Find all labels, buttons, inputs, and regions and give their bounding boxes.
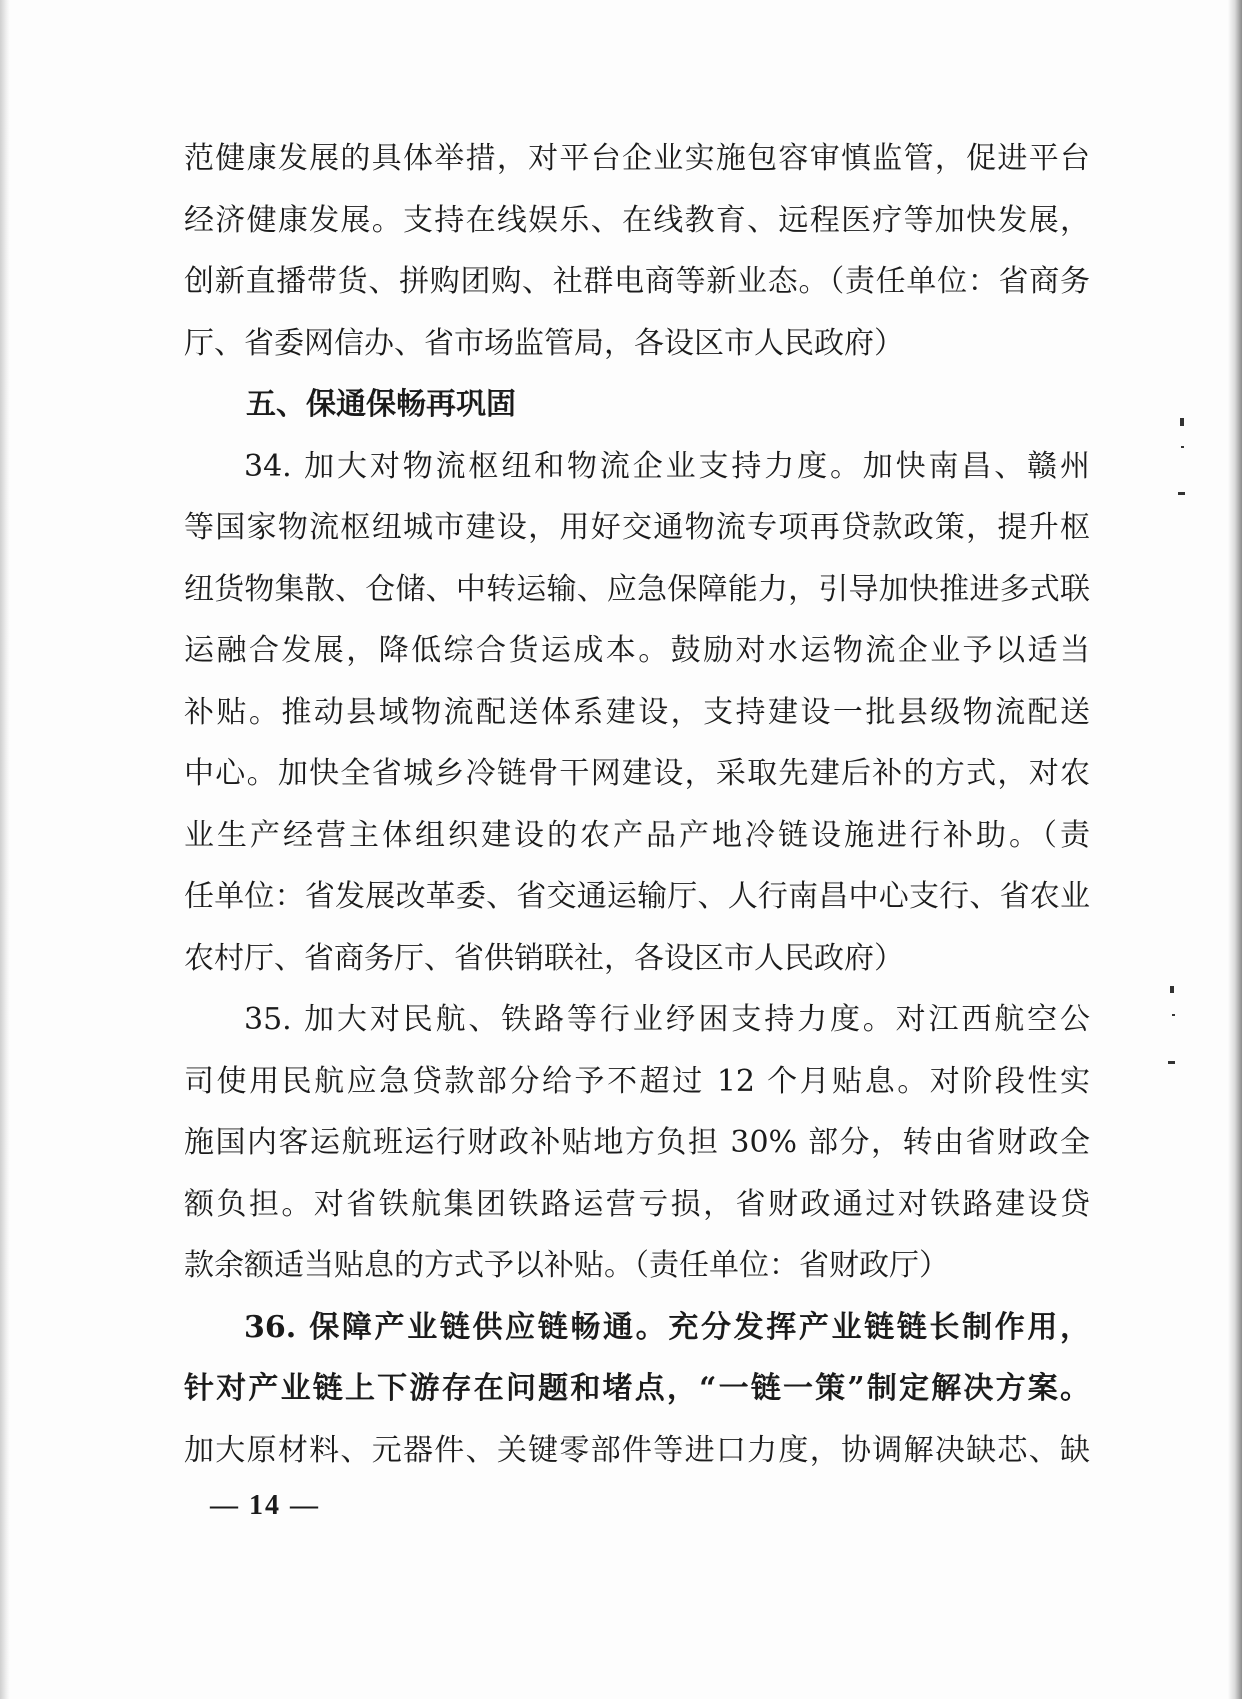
text-line: 加大原材料、元器件、关键零部件等进口力度，协调解决缺芯、缺	[184, 1432, 1090, 1468]
body-text	[184, 128, 1090, 1481]
section-heading: 五、保通保畅再巩固	[246, 387, 516, 422]
page-number: — 14 —	[210, 1490, 320, 1521]
text-line: 额负担。对省铁航集团铁路运营亏损，省财政通过对铁路建设贷	[184, 1186, 1090, 1222]
item-heading-36: 36. 保障产业链供应链畅通。充分发挥产业链链长制作用，	[244, 1309, 1090, 1345]
text-line: 任单位：省发展改革委、省交通运输厅、人行南昌中心支行、省农业	[184, 879, 1090, 914]
text-line: 司使用民航应急贷款部分给予不超过 12 个月贴息。对阶段性实	[184, 1063, 1090, 1099]
text-line: 施国内客运航班运行财政补贴地方负担 30% 部分，转由省财政全	[184, 1125, 1090, 1160]
text-line: 补贴。推动县域物流配送体系建设，支持建设一批县级物流配送	[184, 694, 1090, 730]
text-line: 等国家物流枢纽城市建设，用好交通物流专项再贷款政策，提升枢	[184, 510, 1090, 545]
text-line: 厅、省委网信办、省市场监管局，各设区市人民政府）	[184, 325, 904, 361]
text-line: 纽货物集散、仓储、中转运输、应急保障能力，引导加快推进多式联	[184, 571, 1090, 607]
item-heading-35: 35. 加大对民航、铁路等行业纾困支持力度。对江西航空公	[244, 1002, 1090, 1037]
page-left-edge	[0, 0, 10, 1699]
text-line: 经济健康发展。支持在线娱乐、在线教育、远程医疗等加快发展，	[184, 202, 1090, 238]
binding-mark	[1180, 418, 1184, 426]
text-line: 针对产业链上下游存在问题和堵点，“一链一策”制定解决方案。	[184, 1371, 1090, 1406]
text-line: 农村厅、省商务厅、省供销联社，各设区市人民政府）	[184, 940, 904, 976]
binding-mark	[1172, 1014, 1175, 1016]
page-right-edge	[1228, 0, 1242, 1699]
text-line: 创新直播带货、拼购团购、社群电商等新业态。（责任单位：省商务	[184, 264, 1090, 299]
text-line: 款余额适当贴息的方式予以补贴。（责任单位：省财政厅）	[184, 1248, 949, 1283]
text-line: 中心。加快全省城乡冷链骨干网建设，采取先建后补的方式，对农	[184, 756, 1090, 791]
item-heading-34: 34. 加大对物流枢纽和物流企业支持力度。加快南昌、赣州	[244, 448, 1090, 484]
text-line: 范健康发展的具体举措，对平台企业实施包容审慎监管，促进平台	[184, 141, 1090, 176]
binding-mark	[1181, 446, 1184, 448]
binding-mark	[1178, 492, 1185, 495]
text-line: 运融合发展，降低综合货运成本。鼓励对水运物流企业予以适当	[184, 633, 1090, 668]
binding-mark	[1168, 1061, 1175, 1064]
binding-mark	[1170, 986, 1174, 993]
text-line: 业生产经营主体组织建设的农产品产地冷链设施进行补助。（责	[184, 817, 1090, 853]
